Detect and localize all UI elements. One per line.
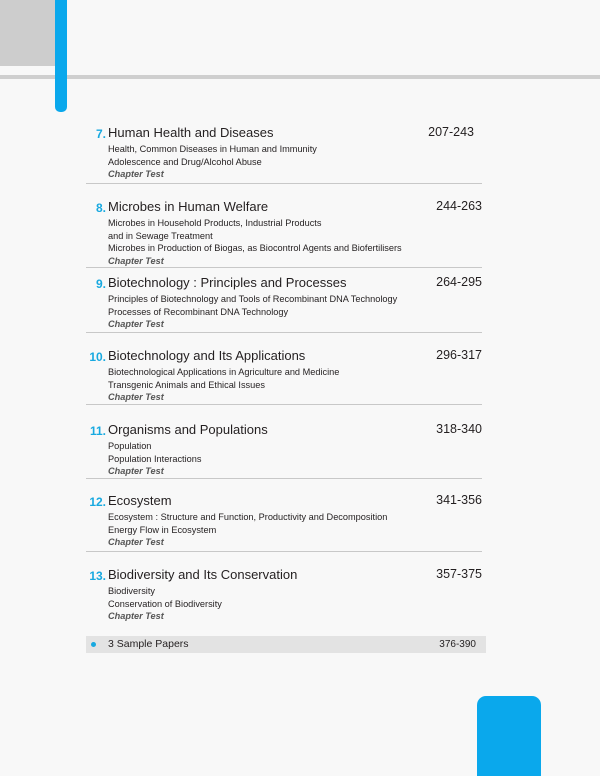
chapter-topic: Biotechnological Applications in Agriculture and Medicine — [108, 367, 340, 377]
chapter-pages: 357-375 — [436, 567, 482, 581]
chapter-title: Human Health and Diseases — [108, 125, 274, 140]
toc-chapter-9 — [86, 275, 482, 331]
chapter-title: Organisms and Populations — [108, 422, 268, 437]
chapter-topic: Adolescence and Drug/Alcohol Abuse — [108, 156, 262, 167]
divider — [86, 404, 482, 405]
chapter-number: 9. — [95, 277, 106, 291]
divider — [86, 478, 482, 479]
chapter-number: 10. — [89, 350, 106, 364]
divider — [86, 551, 482, 552]
chapter-number: 11. — [89, 424, 106, 438]
sample-papers-label: 3 Sample Papers — [108, 638, 189, 650]
chapter-title: Ecosystem — [108, 493, 172, 508]
chapter-topic: and in Sewage Treatment — [108, 230, 213, 241]
chapter-topic: Microbes in Production of Biogas, as Biocontrol Agents and Biofertilisers — [108, 243, 402, 253]
chapter-pages: 296-317 — [436, 348, 482, 362]
chapter-number: 8. — [95, 201, 106, 215]
chapter-topic: Energy Flow in Ecosystem — [108, 524, 217, 535]
chapter-pages: 244-263 — [436, 199, 482, 213]
chapter-number: 13. — [89, 569, 106, 583]
toc-chapter-8 — [86, 199, 482, 267]
divider — [86, 183, 482, 184]
header-rule — [0, 75, 600, 79]
chapter-topic: Population — [108, 441, 152, 451]
toc-chapter-7 — [86, 125, 482, 181]
page-tab-decoration — [477, 696, 541, 776]
chapter-title: Biodiversity and Its Conservation — [108, 567, 298, 582]
toc-chapter-11 — [86, 422, 482, 478]
header-gray-block — [0, 0, 55, 66]
toc-sample-papers — [86, 636, 486, 653]
chapter-test: Chapter Test — [108, 537, 164, 547]
chapter-test: Chapter Test — [108, 611, 164, 621]
chapter-topic: Transgenic Animals and Ethical Issues — [108, 379, 265, 390]
chapter-pages: 318-340 — [436, 422, 482, 436]
chapter-number: 12. — [89, 495, 106, 509]
chapter-topic: Principles of Biotechnology and Tools of Recombinant DNA Technology — [108, 294, 398, 304]
toc-chapter-12 — [86, 493, 482, 549]
chapter-topic: Processes of Recombinant DNA Technology — [108, 306, 289, 317]
chapter-test: Chapter Test — [108, 255, 164, 266]
chapter-title: Biotechnology : Principles and Processes — [108, 275, 347, 290]
chapter-test: Chapter Test — [108, 392, 164, 402]
chapter-title: Microbes in Human Welfare — [108, 199, 269, 214]
bullet-icon — [91, 642, 96, 647]
toc-chapter-10 — [86, 348, 482, 404]
chapter-topic: Ecosystem : Structure and Function, Productivity and Decomposition — [108, 512, 388, 522]
chapter-topic: Population Interactions — [108, 453, 202, 464]
chapter-topic: Health, Common Diseases in Human and Immunity — [108, 144, 317, 154]
chapter-topic: Biodiversity — [108, 586, 155, 596]
chapter-topic: Conservation of Biodiversity — [108, 598, 222, 609]
chapter-pages: 264-295 — [436, 275, 482, 289]
chapter-title: Biotechnology and Its Applications — [108, 348, 306, 363]
chapter-number: 7. — [95, 127, 106, 141]
chapter-pages: 341-356 — [436, 493, 482, 507]
chapter-test: Chapter Test — [108, 169, 164, 179]
chapter-topic: Microbes in Household Products, Industrial Products — [108, 218, 322, 228]
toc-chapter-13 — [86, 567, 482, 623]
chapter-test: Chapter Test — [108, 466, 164, 476]
sample-papers-pages: 376-390 — [439, 639, 476, 650]
divider — [86, 267, 482, 268]
chapter-test: Chapter Test — [108, 319, 164, 329]
accent-bar — [55, 0, 67, 112]
divider — [86, 332, 482, 333]
chapter-pages: 207-243 — [428, 125, 474, 139]
